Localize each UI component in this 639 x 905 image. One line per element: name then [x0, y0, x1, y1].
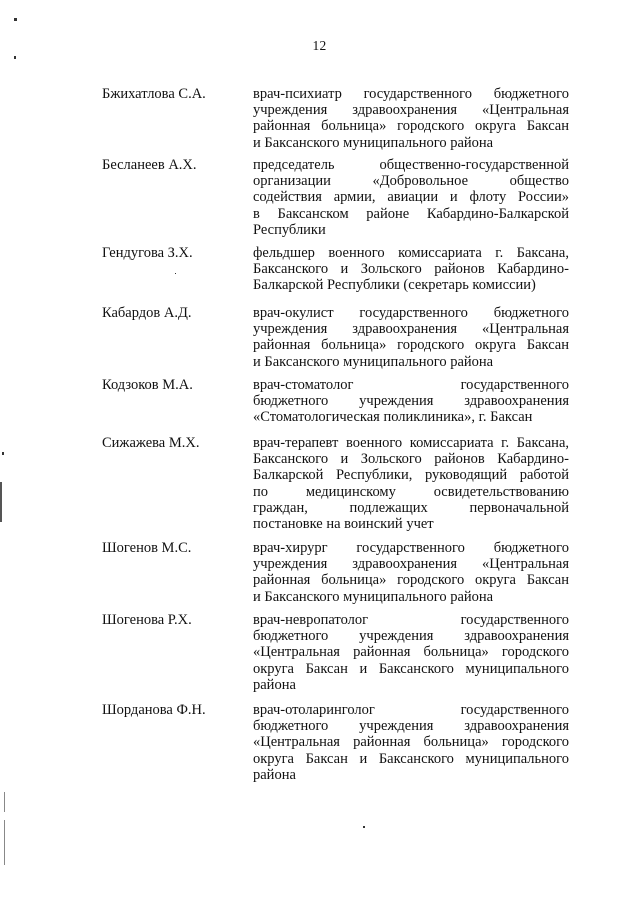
- position-line: врач-хирург государственного бюджетного: [253, 540, 569, 556]
- member-name: Бжихатлова С.А.: [102, 86, 206, 102]
- position-line: района: [253, 676, 296, 693]
- member-position: [253, 702, 569, 783]
- member-name: Шорданова Ф.Н.: [102, 702, 206, 718]
- member-name: Гендугова З.Х.: [102, 245, 193, 261]
- position-line: граждан, подлежащих первоначальной: [253, 499, 569, 516]
- position-line: районная больница» городского округа Баксан: [253, 337, 569, 354]
- member-position: [253, 435, 569, 532]
- position-line: в Баксанском районе Кабардино-Балкарской: [253, 205, 569, 222]
- position-line: района: [253, 766, 296, 783]
- member-position: [253, 377, 569, 426]
- position-line: «Центральная районная больница» городского: [253, 734, 569, 751]
- member-name: Шогенов М.С.: [102, 540, 192, 556]
- position-line: и Баксанского муниципального района: [253, 353, 494, 370]
- scan-speck: [14, 18, 17, 21]
- position-line: учреждения здравоохранения «Центральная: [253, 321, 569, 338]
- member-position: [253, 612, 569, 693]
- position-line: бюджетного учреждения здравоохранения: [253, 393, 569, 410]
- position-line: врач-стоматолог государственного: [253, 377, 569, 393]
- position-line: Баксанского и Зольского районов Кабардино-: [253, 261, 569, 278]
- page-number: 12: [312, 38, 327, 53]
- scan-speck: [363, 826, 365, 828]
- member-name: Бесланеев А.Х.: [102, 157, 197, 173]
- member-position: [253, 245, 569, 294]
- position-line: врач-невропатолог государственного: [253, 612, 569, 628]
- scan-margin-mark: [0, 482, 2, 522]
- member-name: Кодзоков М.А.: [102, 377, 193, 393]
- scan-speck: [175, 273, 176, 274]
- position-line: бюджетного учреждения здравоохранения: [253, 628, 569, 645]
- member-name: Сижажева М.Х.: [102, 435, 200, 451]
- position-line: «Стоматологическая поликлиника», г. Баксан: [253, 409, 533, 426]
- position-line: врач-терапевт военного комиссариата г. Баксана,: [253, 435, 569, 451]
- position-line: фельдшер военного комиссариата г. Баксана,: [253, 245, 569, 261]
- position-line: учреждения здравоохранения «Центральная: [253, 102, 569, 119]
- position-line: и Баксанского муниципального района: [253, 588, 494, 605]
- position-line: округа Баксан и Баксанского муниципального: [253, 660, 569, 677]
- position-line: округа Баксан и Баксанского муниципального: [253, 750, 569, 767]
- position-line: врач-отоларинголог государственного: [253, 702, 569, 718]
- member-name: Шогенова Р.Х.: [102, 612, 192, 628]
- scan-margin-mark: [4, 820, 5, 865]
- position-line: «Центральная районная больница» городского: [253, 644, 569, 661]
- position-line: Балкарской Республики, руководящий работой: [253, 467, 569, 484]
- position-line: врач-психиатр государственного бюджетного: [253, 86, 569, 102]
- member-position: [253, 157, 569, 238]
- member-position: [253, 540, 569, 605]
- position-line: председатель общественно-государственной: [253, 157, 569, 173]
- position-line: районная больница» городского округа Баксан: [253, 572, 569, 589]
- member-position: [253, 86, 569, 151]
- position-line: постановке на воинский учет: [253, 516, 434, 533]
- scan-speck: [14, 56, 16, 59]
- position-line: врач-окулист государственного бюджетного: [253, 305, 569, 321]
- scan-speck: [2, 452, 4, 455]
- position-line: содействия армии, авиации и флоту России»: [253, 189, 569, 206]
- position-line: Баксанского и Зольского районов Кабардино-: [253, 451, 569, 468]
- position-line: по медицинскому освидетельствованию: [253, 483, 569, 500]
- position-line: организации «Добровольное общество: [253, 173, 569, 190]
- member-name: Кабардов А.Д.: [102, 305, 192, 321]
- member-position: [253, 305, 569, 370]
- position-line: бюджетного учреждения здравоохранения: [253, 718, 569, 735]
- position-line: учреждения здравоохранения «Центральная: [253, 556, 569, 573]
- position-line: и Баксанского муниципального района: [253, 134, 494, 151]
- position-line: районная больница» городского округа Баксан: [253, 118, 569, 135]
- position-line: Балкарской Республики (секретарь комиссии): [253, 277, 536, 294]
- scan-margin-mark: [4, 792, 5, 812]
- position-line: Республики: [253, 221, 326, 238]
